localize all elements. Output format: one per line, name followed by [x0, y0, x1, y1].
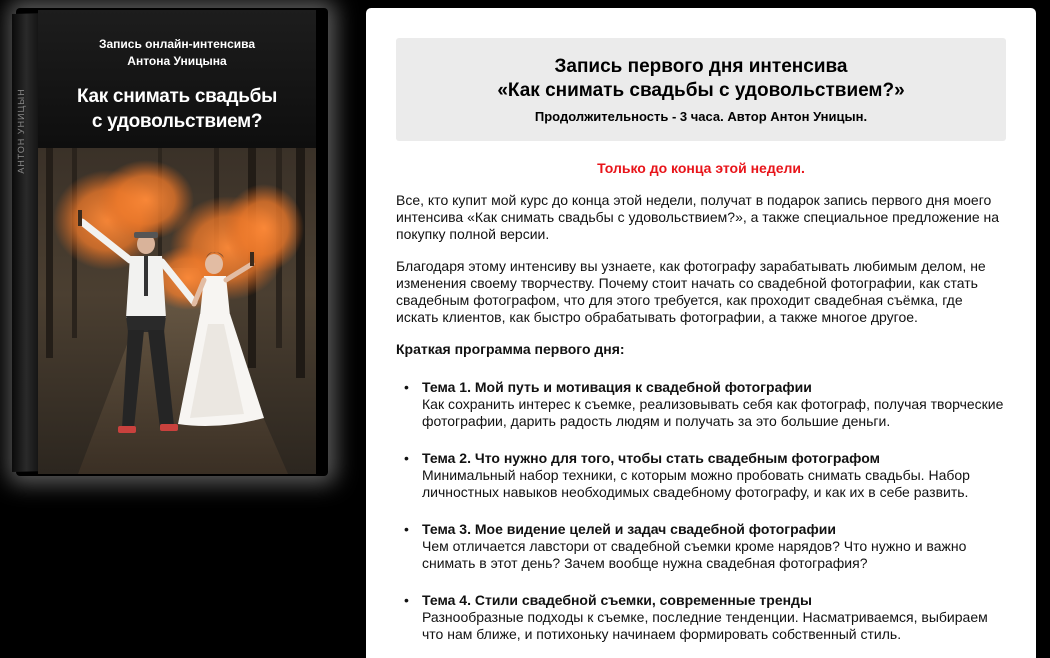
topic-item-4: [404, 592, 1006, 643]
product-box-cover: [38, 10, 316, 474]
content-panel: [366, 8, 1036, 658]
intensive-header: [396, 38, 1006, 141]
topic-title: Тема 1. Мой путь и мотивация к свадебной фотографии: [422, 379, 812, 395]
cover-subtitle: Запись онлайн-интенсива Антона Уницына: [98, 37, 256, 68]
topic-item-1: [404, 379, 1006, 430]
topic-description: Минимальный набор техники, с которым можно пробовать снимать свадьбы. Набор личностных навыков необходимых свадебному фотографу, и как их в себе развить.: [422, 467, 970, 500]
topic-description: Чем отличается лавстори от свадебной съемки кроме нарядов? Что нужно и важно снимать в этот день? Зачем вообще нужна свадебная фотография?: [422, 538, 967, 571]
header-title: [396, 55, 1006, 103]
bullet-icon: •: [404, 521, 409, 537]
bullet-icon: •: [404, 592, 409, 608]
intro-paragraph-1: Все, кто купит мой курс до конца этой недели, получат в подарок запись первого дня моего интенсива «Как снимать свадьбы с удовольствием?», а также специальное предложение на покупку полной версии.: [396, 192, 1000, 242]
topic-title: Тема 3. Мое видение целей и задач свадебной фотографии: [422, 521, 836, 537]
topic-title: Тема 4. Стили свадебной съемки, современные тренды: [422, 592, 812, 608]
bullet-icon: •: [404, 379, 409, 395]
product-box-spine: [12, 13, 38, 472]
intro-paragraph-2: Благодаря этому интенсиву вы узнаете, как фотографу зарабатывать любимым делом, не изменения своему творчеству. Почему стоит начать со свадебной фотографии, как стать свадебным фотографом, что для этого требуется, как проходит свадебная съёмка, где искать клиентов, как быстро обрабатывать фотографии, а также многое другое.: [396, 258, 986, 325]
topic-item-3: [404, 521, 1006, 572]
topic-title: Тема 2. Что нужно для того, чтобы стать свадебным фотографом: [422, 450, 880, 466]
header-title-line-1: Запись первого дня интенсива: [554, 56, 848, 77]
content-body: [396, 160, 1006, 658]
cover-header: [38, 10, 316, 148]
header-duration-author: Продолжительность - 3 часа. Автор Антон Уницын.: [534, 109, 868, 124]
deadline-notice: Только до конца этой недели.: [597, 160, 805, 176]
cover-title: Как снимать свадьбы с удовольствием?: [76, 86, 278, 132]
bullet-icon: •: [404, 450, 409, 466]
header-title-line-2: «Как снимать свадьбы с удовольствием?»: [497, 80, 905, 101]
program-heading: Краткая программа первого дня:: [396, 341, 625, 357]
spine-author-text: АНТОН УНИЦЫН: [16, 88, 26, 174]
product-box: [0, 0, 340, 500]
topic-description: Разнообразные подходы к съемке, последние тенденции. Насматриваемся, выбираем что нам ближе, и потихоньку начинаем формировать собственный стиль.: [422, 609, 988, 642]
cover-wedding-photo: [38, 148, 316, 474]
topic-item-2: [404, 450, 1006, 501]
program-topic-list: [396, 379, 1006, 643]
topic-description: Как сохранить интерес к съемке, реализовывать себя как фотограф, получая творческие фотографии, дарить радость людям и получать за это большие деньги.: [422, 396, 1004, 429]
